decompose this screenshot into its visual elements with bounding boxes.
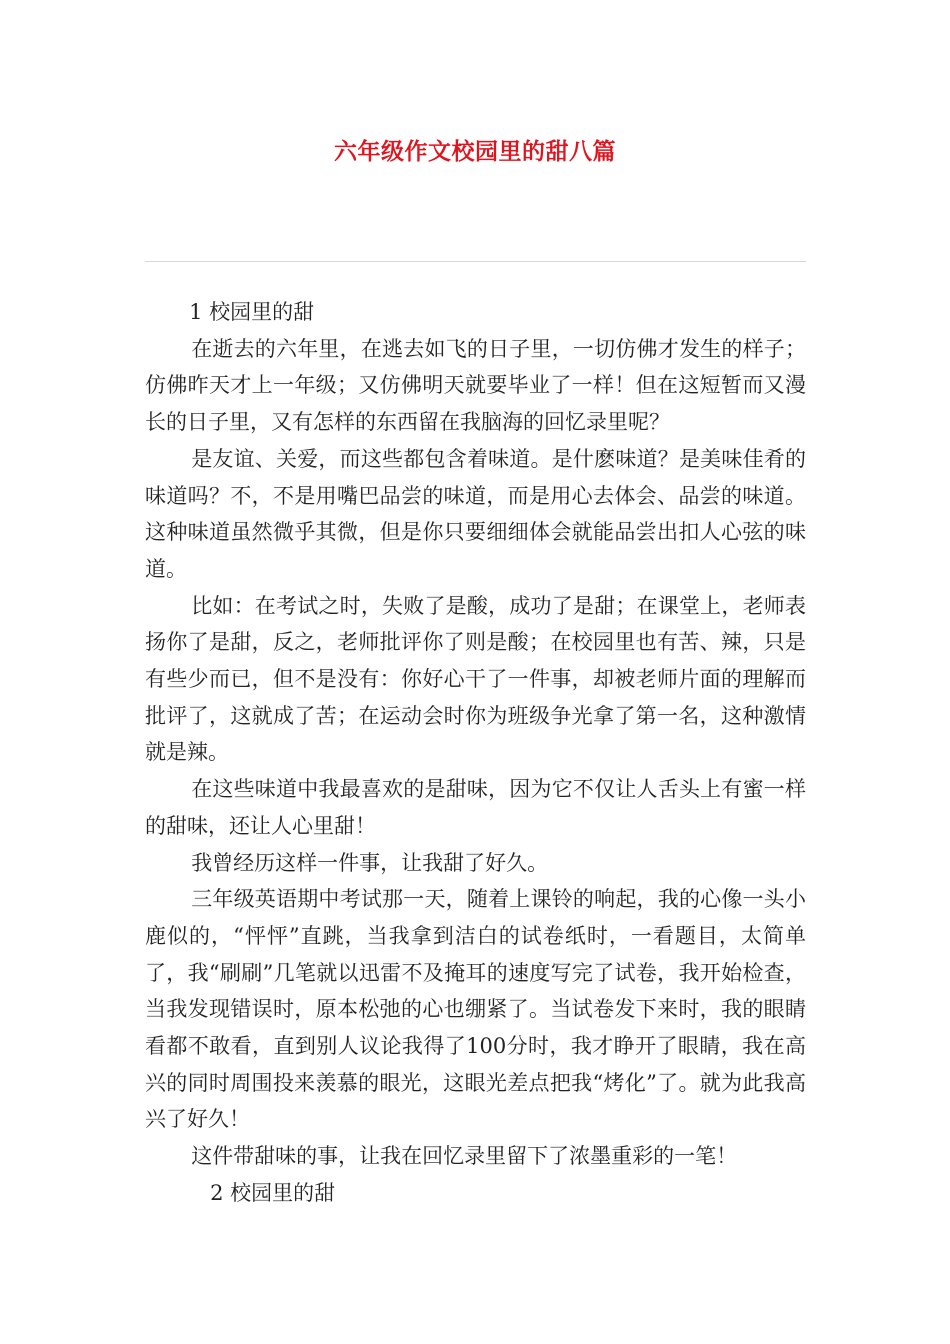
body-paragraph: 三年级英语期中考试那一天，随着上课铃的响起，我的心像一头小鹿似的，“怦怦”直跳，当我拿到洁白的试卷纸时，一看题目，太简单了，我“刷刷”几笔就以迅雷不及掩耳的速度写完了试卷，我开始检查，当我发现错误时，原本松弛的心也绷紧了。当试卷发下来时，我的眼睛看都不敢看，直到别人议论我得了100分时，我才睁开了眼睛，我在高兴的同时周围投来羡慕的眼光，这眼光差点把我“烤化”了。就为此我高兴了好久！ <box>145 887 806 1132</box>
title-divider <box>145 261 806 262</box>
section-heading: 1 校园里的甜 <box>189 300 315 324</box>
body-paragraph: 比如：在考试之时，失败了是酸，成功了是甜；在课堂上，老师表扬你了是甜，反之，老师批评你了则是酸；在校园里也有苦、辣，只是有些少而已，但不是没有：你好心干了一件事，却被老师片面的理解而批评了，这就成了苦；在运动会时你为班级争光拿了第一名，这种激情就是辣。 <box>145 593 806 765</box>
body-paragraph: 在逝去的六年里，在逃去如飞的日子里，一切仿佛才发生的样子；仿佛昨天才上一年级；又仿佛明天就要毕业了一样！但在这短暂而又漫长的日子里，又有怎样的东西留在我脑海的回忆录里呢？ <box>145 336 806 435</box>
body-paragraph: 在这些味道中我最喜欢的是甜味，因为它不仅让人舌头上有蜜一样的甜味，还让人心里甜！ <box>145 777 806 838</box>
section-heading: 2 校园里的甜 <box>210 1180 336 1205</box>
document-body <box>145 294 806 1212</box>
document-title: 六年级作文校园里的甜八篇 <box>334 139 616 165</box>
body-paragraph: 我曾经历这样一件事，让我甜了好久。 <box>191 850 549 875</box>
body-paragraph: 这件带甜味的事，让我在回忆录里留下了浓墨重彩的一笔！ <box>191 1144 738 1169</box>
body-paragraph: 是友谊、关爱，而这些都包含着味道。是什麽味道？是美味佳肴的味道吗？不，不是用嘴巴品尝的味道，而是用心去体会、品尝的味道。这种味道虽然微乎其微，但是你只要细细体会就能品尝出扣人心弦的味道。 <box>145 446 806 581</box>
